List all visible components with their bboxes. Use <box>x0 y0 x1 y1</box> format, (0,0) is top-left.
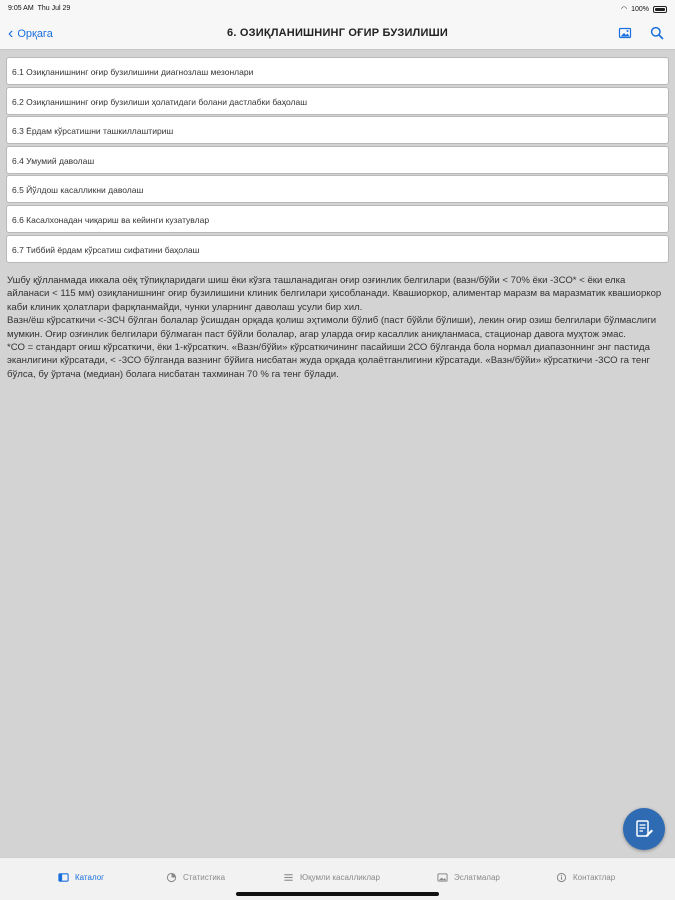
tab-label: Статистика <box>183 872 226 882</box>
section-item-6-2[interactable]: 6.2 Озиқланишнинг оғир бузилиши ҳолатидаги болани дастлабки баҳолаш <box>6 87 669 115</box>
chevron-left-icon: ‹ <box>8 25 14 42</box>
battery-percent: 100% <box>631 5 649 13</box>
tab-label: Контактлар <box>573 872 616 882</box>
section-list <box>6 57 669 264</box>
home-indicator <box>236 892 439 896</box>
list-icon <box>283 872 294 883</box>
edit-note-icon <box>633 818 655 840</box>
section-item-6-7[interactable]: 6.7 Тиббий ёрдам кўрсатиш сифатини баҳолаш <box>6 235 669 263</box>
tab-reminders[interactable] <box>437 870 500 884</box>
paragraph: Вазн/ёш кўрсаткичи <-3СЧ бўлган болалар ўсишдан орқада қолиш эҳтимоли бўлиб (паст бўйли бўлиши), лекин оғир озиш белгилари бўлмаслиги мумкин. Оғир озғинлик белгилари бўлмаган паст бўйли болалар, агар уларда оғир касаллик аниқланмаса, стационар давога муҳтож эмас. <box>7 315 657 340</box>
catalog-icon <box>58 872 69 883</box>
section-item-6-6[interactable]: 6.6 Касалхонадан чиқариш ва кейинги кузатувлар <box>6 205 669 233</box>
notes-fab-button[interactable] <box>623 808 665 850</box>
back-label: Орқага <box>17 28 53 40</box>
search-icon[interactable] <box>649 25 665 41</box>
paragraph: Ушбу қўлланмада иккала оёқ тўпиқларидаги шиш ёки кўзга ташланадиган оғир озғинлик белгилари (вазн/бўйи < 70% ёки -3СО* < ёки елка айланаси < 115 мм) озиқланишнинг оғир бузилишини клиник белгилари ҳисобланади. Квашиоркор, алиментар маразм ва маразматик квашиоркор каби клиник ҳолатлари фарқланмайди, чунки уларнинг даволаш усули бир хил. <box>7 275 662 313</box>
section-item-6-5[interactable]: 6.5 Йўлдош касалликни даволаш <box>6 175 669 203</box>
gallery-icon[interactable] <box>617 25 633 41</box>
info-icon <box>556 872 567 883</box>
navigation-bar <box>0 18 675 50</box>
section-item-6-1[interactable]: 6.1 Озиқланишнинг оғир бузилишини диагнозлаш мезонлари <box>6 57 669 85</box>
section-item-6-4[interactable]: 6.4 Умумий даволаш <box>6 146 669 174</box>
status-bar <box>0 0 675 18</box>
section-item-6-3[interactable]: 6.3 Ёрдам кўрсатишни ташкиллаштириш <box>6 116 669 144</box>
status-battery <box>621 5 667 13</box>
tab-catalog[interactable] <box>58 870 104 884</box>
statistics-icon <box>166 872 177 883</box>
wifi-icon: ◠ <box>620 6 628 13</box>
page-title: 6. ОЗИҚЛАНИШНИНГ ОҒИР БУЗИЛИШИ <box>227 27 448 39</box>
image-icon <box>437 872 448 883</box>
tab-label: Каталог <box>75 872 105 882</box>
paragraph: *СО = стандарт оғиш кўрсаткичи, ёки 1-кўрсаткич. «Вазн/бўйи» кўрсаткичининг пасайиши 2СО бўлганда бола нормал диапазоннинг энг пастида эканлигини кўрсатади, < -3СО бўлганда вазнинг бўйига нисбатан жуда орқада қолаётганлигини кўрсатади. «Вазн/бўйи» кўрсаткичи -3СО га тенг бўлса, бу ўртача (медиан) болага нисбатан тахминан 70 % га тенг бўлади. <box>7 342 651 380</box>
chapter-description <box>7 274 669 381</box>
tab-label: Юқумли касалликлар <box>300 872 380 882</box>
battery-icon <box>653 6 667 13</box>
tab-infectious-diseases[interactable] <box>283 870 380 884</box>
tab-contacts[interactable] <box>556 870 615 884</box>
status-time: 9:05 AM Thu Jul 29 <box>8 5 71 12</box>
tab-statistics[interactable] <box>166 870 225 884</box>
tab-label: Эслатмалар <box>454 872 500 882</box>
